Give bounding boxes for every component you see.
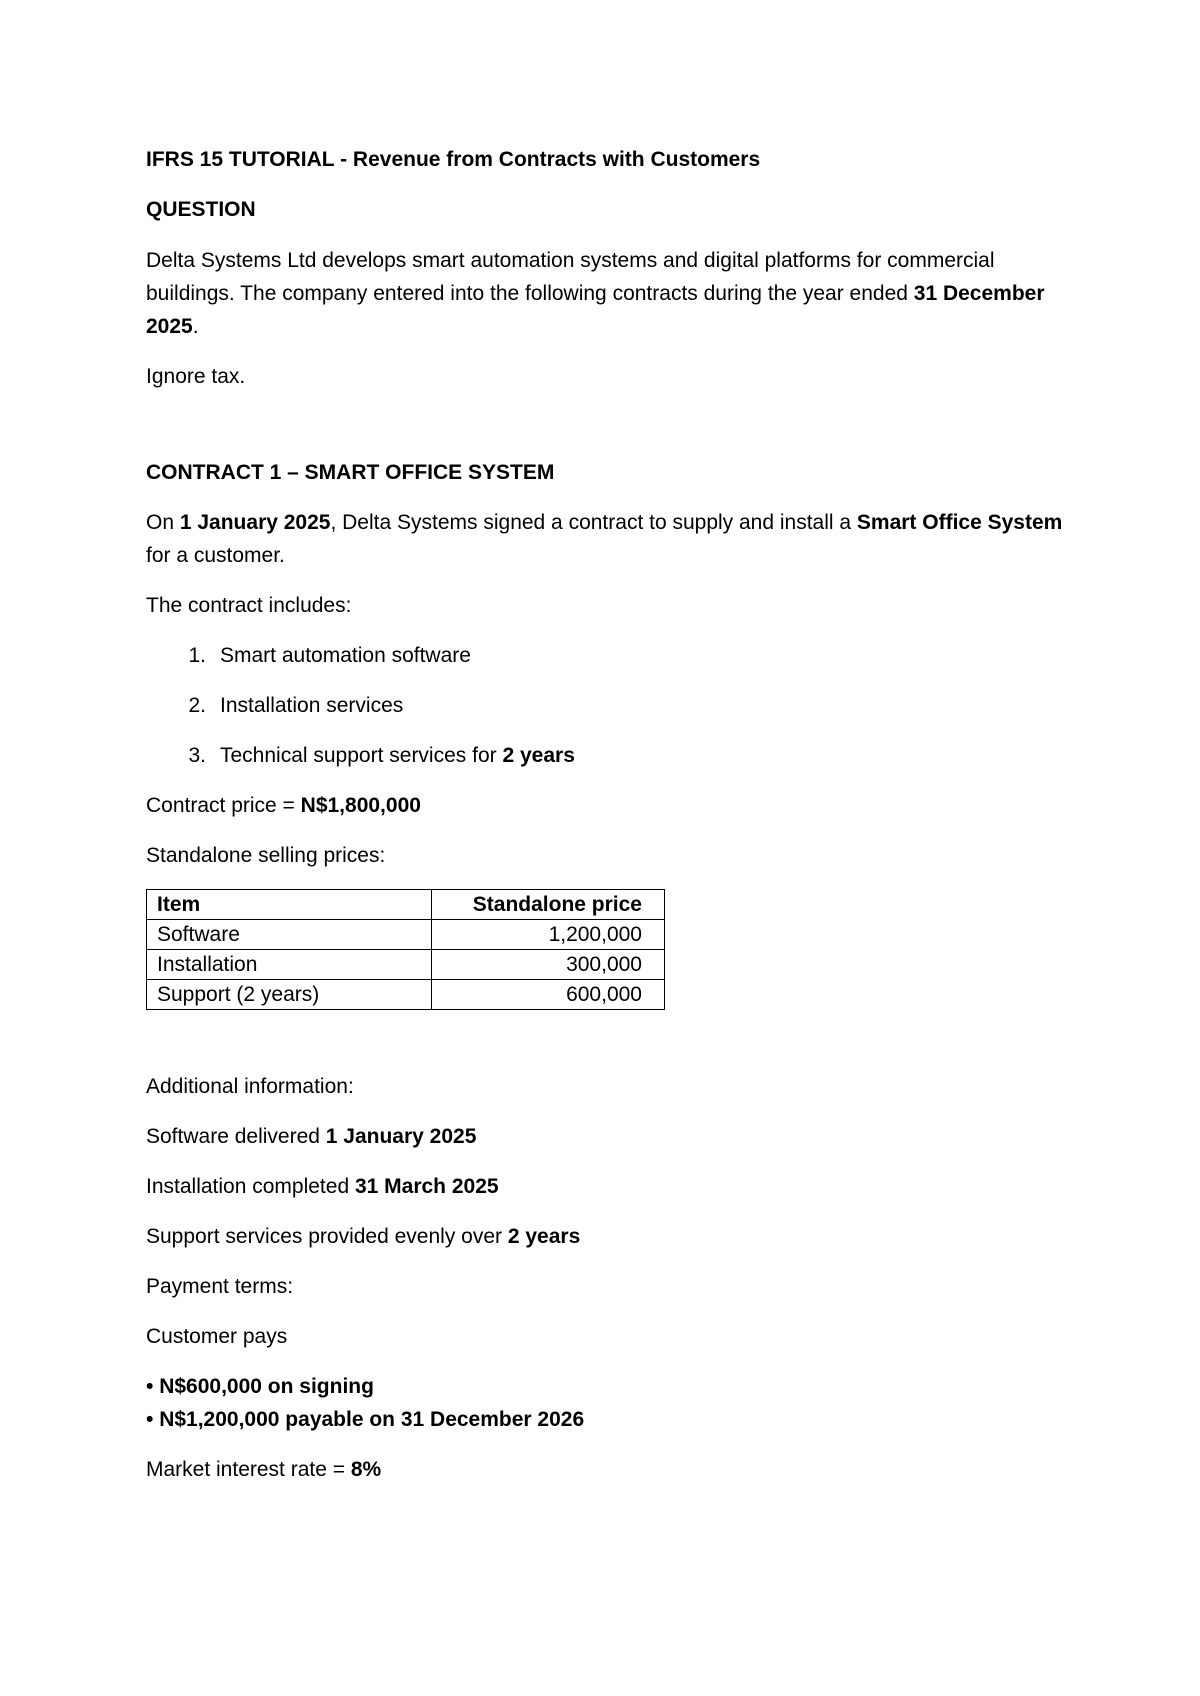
ignore-tax-note: Ignore tax. [146,365,246,388]
support-services-line: Support services provided evenly over 2 years [146,1225,581,1248]
document-title: IFRS 15 TUTORIAL - Revenue from Contracts with Customers [146,148,761,171]
table-row [147,980,665,1010]
bullet-icon: • [146,1408,154,1431]
table-cell-item: Support (2 years) [147,980,432,1010]
standalone-prices-label: Standalone selling prices: [146,844,386,867]
table-cell-price: 1,200,000 [432,920,665,950]
table-cell-price: 300,000 [432,950,665,980]
table-cell-item: Software [147,920,432,950]
customer-pays-label: Customer pays [146,1325,288,1348]
table-row [147,950,665,980]
additional-info-label: Additional information: [146,1075,354,1098]
interest-rate-line: Market interest rate = 8% [146,1458,382,1481]
payment-terms-label: Payment terms: [146,1275,294,1298]
table-cell-price: 600,000 [432,980,665,1010]
document-content [146,143,1066,1503]
payment-bullet-list [146,1370,1066,1436]
list-item: 1. Smart automation software [188,644,471,667]
list-item: • N$600,000 on signing [146,1375,374,1398]
table-header-price: Standalone price [432,890,665,920]
list-item: • N$1,200,000 payable on 31 December 2026 [146,1408,585,1431]
standalone-prices-table [146,889,665,1010]
table-row [147,920,665,950]
contract-1-signing-paragraph: On 1 January 2025, Delta Systems signed a contract to supply and install a Smart Office System for a customer. [146,511,1063,567]
contract-price-line: Contract price = N$1,800,000 [146,794,421,817]
table-header-item: Item [147,890,432,920]
list-item: 2. Installation services [188,694,404,717]
software-delivered-line: Software delivered 1 January 2025 [146,1125,477,1148]
bullet-icon: • [146,1375,154,1398]
table-cell-item: Installation [147,950,432,980]
contract-includes-label: The contract includes: [146,594,352,617]
question-label: QUESTION [146,198,256,221]
table-header-row [147,890,665,920]
contract-1-heading: CONTRACT 1 – SMART OFFICE SYSTEM [146,461,555,484]
list-item: 3. Technical support services for 2 years [188,744,575,767]
installation-completed-line: Installation completed 31 March 2025 [146,1175,499,1198]
contract-includes-list [146,639,1066,772]
intro-paragraph: Delta Systems Ltd develops smart automation systems and digital platforms for commercial buildings. The company entered into the following contracts during the year ended 31 December 2025. [146,249,1045,338]
